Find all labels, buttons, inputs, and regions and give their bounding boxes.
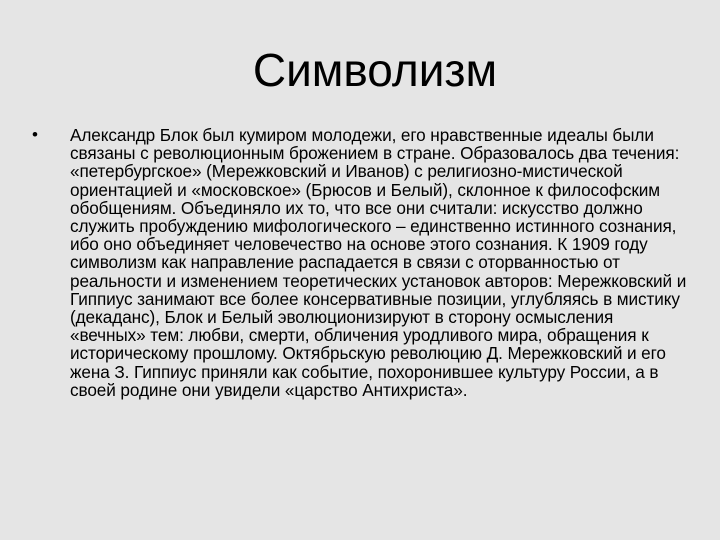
bullet-marker: •	[32, 125, 38, 144]
slide-title: Символизм	[252, 44, 498, 96]
bullet-text: Александр Блок был кумиром молодежи, его нравственные идеалы были связаны с революционным брожением в стране. Образовалось два течения: «петербургское» (Мережковский и Иванов) с религиозно-мистической ориентацией и «московское» (Брюсов и Белый), склонное к философским обобщениям. Объединяло их то, что все они считали: искусство должно служить пробуждению мифологического – единственно истинного сознания, ибо оно объединяет человечество на основе этого сознания. К 1909 году символизм как направление распадается в связи с оторванностью от реальности и изменением теоретических установок авторов: Мережковский и Гиппиус занимают все более консервативные позиции, углубляясь в мистику (декаданс), Блок и Белый эволюционизируют в сторону осмысления «вечных» тем: любви, смерти, обличения уродливого мира, обращения к историческому прошлому. Октябрьскую революцию Д. Мережковский и его жена З. Гиппиус приняли как событие, похоронившее культуру России, а в своей родине они увидели «царство Антихриста».	[70, 125, 687, 400]
bullet-list	[30, 126, 690, 399]
bullet-item	[30, 126, 690, 399]
